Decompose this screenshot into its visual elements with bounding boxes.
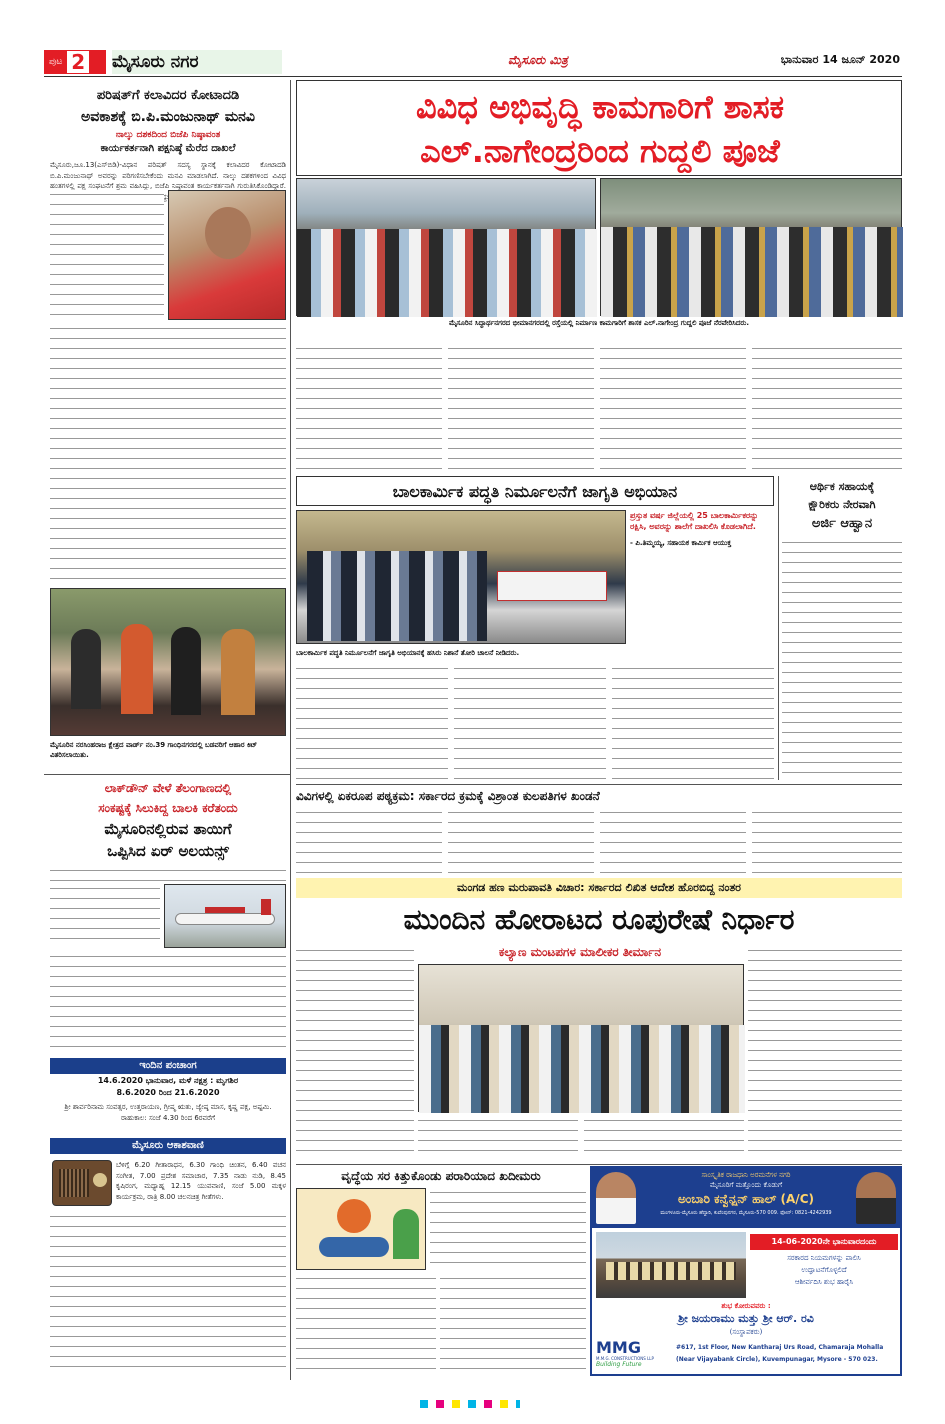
aircraft-tail (261, 899, 271, 915)
telangana-body-1 (50, 866, 286, 882)
masthead-rule (44, 76, 902, 77)
panchanga-line-2: 8.6.2020 ರಿಂದ 21.6.2020 (116, 1088, 220, 1097)
left-story-body-2 (50, 190, 164, 320)
registration-marks (420, 1400, 520, 1408)
theft-body-3 (440, 1274, 586, 1374)
mmg-logo-box (596, 1340, 672, 1372)
theft-body-1 (430, 1188, 586, 1270)
mangada-kicker: ಮಂಗಡ ಹಣ ಮರುಪಾವತಿ ವಿಚಾರ: ಸರ್ಕಾರದ ಲಿಖಿತ ಆದೇಶ ಹೊರಬಿದ್ದ ನಂತರ (457, 881, 741, 894)
theft-body-2 (296, 1274, 436, 1374)
column-divider-right (778, 476, 779, 780)
ad-person-left (596, 1172, 636, 1224)
illustration-victim (393, 1209, 419, 1259)
mangada-body-2 (748, 946, 902, 1160)
telangana-headline-3: ಮೈಸೂರಿನಲ್ಲಿರುವ ತಾಯಿಗೆ (104, 820, 232, 838)
mangada-body-3 (418, 1116, 578, 1160)
left-story-body-3 (50, 324, 286, 582)
mangada-photo (418, 964, 744, 1112)
column-divider-left (290, 80, 291, 1380)
illustration-rider (337, 1199, 371, 1233)
left-headline-1: ಪರಿಷತ್‌ಗೆ ಕಲಾವಿದರ ಕೋಟಾದಡಿ (96, 88, 240, 103)
photo-figure (71, 629, 101, 709)
radio-image (52, 1160, 112, 1206)
photo-people (419, 1025, 745, 1113)
telangana-headline-4: ಒಪ್ಪಿಸಿದ ಏರ್ ಅಲಯನ್ಸ್ (107, 842, 229, 860)
portrait-head (205, 207, 251, 259)
ad-top-line-1: ಸಾಂಸ್ಕೃತಿಕ ರಾಜಧಾನಿ ಅರಮನೆಗಳ ನಗರಿ (701, 1171, 791, 1179)
quote-text: ಪ್ರಸ್ತುತ ವರ್ಷ ಜಿಲ್ಲೆಯಲ್ಲಿ 25 ಬಾಲಕಾರ್ಮಿಕರನ್ನು ರಕ್ಷಿಸಿ, ಅವರನ್ನು ಶಾಲೆಗೆ ದಾಖಲಿಸಿ ಕೊಡಲಾಗಿದೆ. (630, 511, 759, 531)
left-headline-2: ಅವಕಾಶಕ್ಕೆ ಬಿ.ಪಿ.ಮಂಜುನಾಥ್ ಮನವಿ (81, 109, 255, 125)
page-number-badge (44, 50, 106, 74)
radio-body: ಬೆಳಿಗ್ಗೆ 6.20 ಗೀತಾರಾಧನ, 6.30 ಗಾಂಧಿ ಚಿಂತನ, 6.40 ವಚನ ಸಂಗೀತ, 7.00 ಪ್ರದೇಶ ಸಮಾಚಾರ, 7.35 ನಾಡು ನುಡಿ, 8.45 ಕೃಷಿರಂಗ, ಮಧ್ಯಾಹ್ನ 12.15 ಯುವವಾಣಿ, ಸಂಜೆ 5.00 ಮಕ್ಕಳ ಕಾರ್ಯಕ್ರಮ, ರಾತ್ರಿ 8.00 ಚಲನಚಿತ್ರ ಗೀತೆಗಳು. (116, 1161, 286, 1201)
radio-title: ಮೈಸೂರು ಆಕಾಶವಾಣಿ (132, 1140, 204, 1151)
panchanga-title-bar (50, 1058, 286, 1074)
child-labour-caption: ಬಾಲಕಾರ್ಮಿಕ ಪದ್ಧತಿ ನಿರ್ಮೂಲನೆಗೆ ಜಾಗೃತಿ ಅಭಿಯಾನಕ್ಕೆ ಹಸಿರು ನಿಶಾನೆ ತೋರಿ ಚಾಲನೆ ನೀಡಿದರು. (296, 649, 520, 657)
mangada-body-1 (296, 946, 414, 1160)
left-subhead-1: ನಾಲ್ಕು ದಶಕದಿಂದ ಬಿಜೆಪಿ ನಿಷ್ಠಾವಂತ (115, 130, 221, 140)
finance-headline-2: ಕ್ಷೌರಿಕರು ನೇರವಾಗಿ (808, 498, 876, 511)
lead-headline-1: ವಿವಿಧ ಅಭಿವೃದ್ಧಿ ಕಾಮಗಾರಿಗೆ ಶಾಸಕ (415, 88, 784, 126)
ad-address-small: ಮಂಗಳೂರು-ಮೈಸೂರು ಹೆದ್ದಾರಿ, ಕುವೆಂಪುನಗರ, ಮೈಸೂರು-570 009. ಫೋನ್: 0821-4242939 (660, 1210, 832, 1216)
child-labour-photo (296, 510, 626, 644)
ration-kit-photo (50, 588, 286, 736)
aircraft-body (175, 913, 275, 925)
mangada-body-4 (584, 1116, 744, 1160)
radio-title-bar (50, 1138, 286, 1154)
mangada-headline: ಮುಂದಿನ ಹೋರಾಟದ ರೂಪುರೇಷೆ ನಿರ್ಧಾರ (403, 903, 795, 936)
ad-header (592, 1168, 900, 1228)
lead-body-3 (600, 344, 746, 470)
ad-open-line-3: ಆಶೀರ್ವದಿಸಿ ಶುಭ ಹಾರೈಸಿ (794, 1278, 854, 1286)
theft-headline: ವೃದ್ಧೆಯ ಸರ ಕಿತ್ತುಕೊಂಡು ಪರಾರಿಯಾದ ಖದೀಮರು (341, 1169, 541, 1183)
photo-banner (497, 571, 607, 601)
building-windows (606, 1262, 736, 1280)
ad-date-banner: 14-06-2020ನೇ ಭಾನುವಾರದಂದು (750, 1234, 898, 1250)
radio-dial (93, 1173, 107, 1187)
radio-body-2 (50, 1212, 286, 1372)
lead-body-2 (448, 344, 594, 470)
paper-name: ಮೈಸೂರು ಮಿತ್ರ (508, 53, 568, 67)
left-story-body: ಮೈಸೂರು,ಜೂ.13(ಎಸ್‌ಬಿಡಿ)-ವಿಧಾನ ಪರಿಷತ್ ಸದಸ್ಯ ಸ್ಥಾನಕ್ಕೆ ಕಲಾವಿದರ ಕೋಟಾದಡಿ ಬಿ.ಪಿ.ಮಂಜುನಾಥ್ ಅವರನ್ನು ಪರಿಗಣಿಸಬೇಕೆಂದು ಮನವಿ ಮಾಡಲಾಗಿದೆ. ನಾಲ್ಕು ದಶಕಗಳಿಂದ ವಿವಿಧ ಹಂತಗಳಲ್ಲಿ ಪಕ್ಷ ಸಂಘಟನೆಗೆ ಶ್ರಮ ವಹಿಸಿದ್ದು, ಬಿಜೆಪಿ ನಿಷ್ಠಾವಂತ ಕಾರ್ಯಕರ್ತನಾಗಿ ಗುರುತಿಸಿಕೊಂಡಿದ್ದಾರೆ. (50, 161, 286, 190)
telangana-headline-1: ಲಾಕ್‌ಡೌನ್ ವೇಳೆ ತೆಲಂಗಾಣದಲ್ಲಿ (104, 781, 232, 795)
panchanga-title: ಇಂದಿನ ಪಂಚಾಂಗ (139, 1060, 197, 1071)
mmg-sub: M.M.G. CONSTRUCTIONS LLP (596, 1356, 654, 1361)
child-labour-quote (630, 510, 774, 644)
finance-body (782, 538, 902, 780)
illustration-scooter (319, 1237, 389, 1257)
panchanga-line-1: 14.6.2020 ಭಾನುವಾರ, ಮಳೆ ನಕ್ಷತ್ರ : ಮೃಗಶಿರ (97, 1076, 239, 1085)
lead-headline-2: ಎಲ್.ನಾಗೇಂದ್ರರಿಂದ ಗುದ್ದಲಿ ಪೂಜೆ (420, 132, 780, 170)
university-body-1 (296, 808, 442, 874)
ad-wishers: ಶ್ರೀ ಜಯರಾಮು ಮತ್ತು ಶ್ರೀ ಆರ್. ರವಿ (678, 1312, 814, 1325)
photo-crowd (601, 227, 903, 317)
university-headline: ವಿವಿಗಳಲ್ಲಿ ಏಕರೂಪ ಪಠ್ಯಕ್ರಮ: ಸರ್ಕಾರದ ಕ್ರಮಕ್ಕೆ ವಿಶ್ರಾಂತ ಕುಲಪತಿಗಳ ಖಂಡನೆ (296, 789, 600, 803)
university-body-3 (600, 808, 746, 874)
photo-crowd (297, 229, 597, 317)
lead-body-1 (296, 344, 442, 470)
ad-person-right (856, 1172, 896, 1224)
telangana-body-3 (50, 952, 286, 1052)
photo-figure (121, 624, 153, 714)
mangada-subhead: ಕಲ್ಯಾಣ ಮಂಟಪಗಳ ಮಾಲೀಕರ ತೀರ್ಮಾನ (498, 945, 662, 959)
child-labour-headline: ಬಾಲಕಾರ್ಮಿಕ ಪದ್ಧತಿ ನಿರ್ಮೂಲನೆಗೆ ಜಾಗೃತಿ ಅಭಿಯಾನ (392, 482, 678, 501)
lead-photo-left (296, 178, 596, 316)
finance-headline-3: ಅರ್ಜಿ ಆಹ್ವಾನ (811, 516, 873, 531)
ad-wishers-label: ಶುಭ ಕೋರುವವರು : (721, 1302, 771, 1310)
lead-headline-box (296, 80, 902, 176)
section-title: ಮೈಸೂರು ನಗರ (112, 50, 282, 74)
university-body-4 (752, 808, 902, 874)
university-rule (296, 784, 902, 785)
ad-wishers-role: (ಸಂಸ್ಥಾಪಕರು) (729, 1328, 763, 1336)
portrait-photo (168, 190, 286, 320)
photo-figure (221, 629, 255, 715)
ad-top-line-2: ಮೈಸೂರಿಗೆ ಮತ್ತೊಂದು ಕೊಡುಗೆ (709, 1181, 783, 1189)
issue-date: ಭಾನುವಾರ 14 ಜೂನ್ 2020 (780, 53, 900, 66)
mangada-kicker-bar (296, 878, 902, 898)
photo-figure (171, 627, 201, 715)
aircraft-wing (205, 907, 245, 913)
ad-hall-name: ಅಂಬಾರಿ ಕನ್ವೆನ್ಷನ್ ಹಾಲ್ (A/C) (678, 1192, 814, 1206)
lead-photo-right (600, 178, 902, 316)
left-subhead-2: ಕಾರ್ಯಕರ್ತನಾಗಿ ಪಕ್ಷನಿಷ್ಠೆ ಮೆರೆದ ದಾಖಲೆ (100, 143, 236, 154)
university-body-2 (448, 808, 594, 874)
child-labour-headline-box (296, 476, 774, 506)
convention-hall-ad (590, 1166, 902, 1376)
ad-open-line-1: ಸರಕಾರದ ನಿಯಮಗಳನ್ನು ಪಾಲಿಸಿ (787, 1254, 861, 1262)
lead-caption: ಮೈಸೂರಿನ ಸಿದ್ಧಾರ್ಥನಗರದ ಭೀಮಾನಗರದಲ್ಲಿ ರಸ್ತೆಯಲ್ಲಿ ನಿರ್ಮಾಣ ಕಾಮಗಾರಿಗೆ ಶಾಸಕ ಎಲ್.ನಾಗೇಂದ್ರ ಗುದ್ದಲಿ ಪೂಜೆ ನೆರವೇರಿಸಿದರು. (448, 319, 750, 327)
page-number: 2 (67, 51, 89, 73)
ad-building-image (596, 1232, 746, 1298)
ad-address-line-2: (Near Vijayabank Circle), Kuvempunagar, Mysore - 570 023. (676, 1356, 878, 1363)
finance-headline-1: ಆರ್ಥಿಕ ಸಹಾಯಕ್ಕೆ (809, 480, 875, 493)
telangana-body-2 (50, 884, 160, 948)
mmg-logo: MMG (596, 1338, 641, 1357)
theft-illustration (296, 1188, 426, 1270)
page-label: ಪುಟ (49, 57, 63, 67)
child-labour-body-2 (454, 664, 606, 780)
telangana-rule (44, 774, 290, 775)
panchanga-body: ಶ್ರೀ ಶಾರ್ವರಿನಾಮ ಸಂವತ್ಸರ, ಉತ್ತರಾಯಣ, ಗ್ರೀಷ್ಮ ಋತು, ಜ್ಯೇಷ್ಠ ಮಾಸ, ಕೃಷ್ಣ ಪಕ್ಷ, ಅಷ್ಟಮಿ. ರಾಹುಕಾಲ: ಸಂಜೆ 4.30 ರಿಂದ 6ರವರೆಗೆ (64, 1103, 272, 1122)
photo-crowd (307, 551, 487, 641)
ad-open-line-2: ಉದ್ಘಾಟನೆಗೊಳ್ಳಲಿದೆ (801, 1266, 847, 1274)
radio-speaker (59, 1169, 89, 1197)
theft-rule (296, 1164, 902, 1165)
child-labour-body-1 (296, 664, 448, 780)
lead-body-4 (752, 344, 902, 470)
quote-author: - ಪಿ.ತಿಮ್ಮಯ್ಯ, ಸಹಾಯಕ ಕಾರ್ಮಿಕ ಆಯುಕ್ತ (630, 539, 732, 547)
mmg-tag: Building Future (596, 1361, 642, 1368)
child-labour-body-3 (612, 664, 774, 780)
telangana-headline-2: ಸಂಕಷ್ಟಕ್ಕೆ ಸಿಲುಕಿದ್ದ ಬಾಲಕಿ ಕರೆತಂದು (98, 801, 238, 815)
ad-address-line-1: #617, 1st Floor, New Kantharaj Urs Road, Chamaraja Mohalla (676, 1344, 884, 1351)
ration-kit-caption: ಮೈಸೂರಿನ ನರಸಿಂಹರಾಜ ಕ್ಷೇತ್ರದ ವಾರ್ಡ್ ನಂ.39 ಗಾಂಧಿನಗರದಲ್ಲಿ ಬಡವರಿಗೆ ಆಹಾರ ಕಿಟ್ ವಿತರಿಸಲಾಯಿತು. (50, 741, 258, 759)
aircraft-photo (164, 884, 286, 948)
